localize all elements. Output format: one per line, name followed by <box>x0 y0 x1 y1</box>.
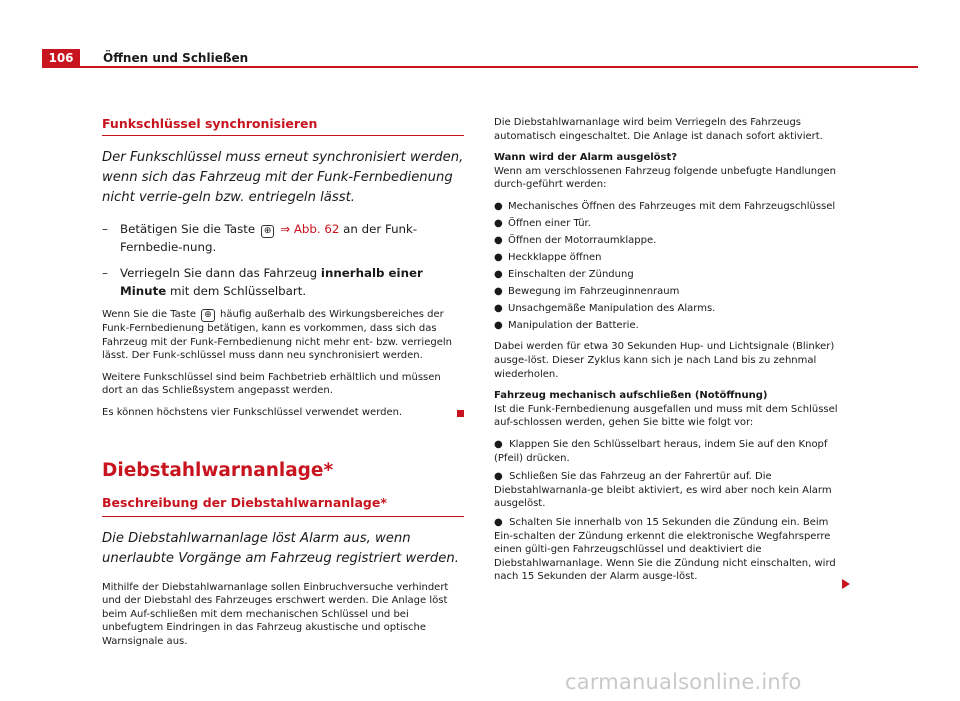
dash-marker: – <box>102 222 108 236</box>
alarm-trigger-heading: Wann wird der Alarm ausgelöst? <box>494 152 678 164</box>
mechanical-open-heading: Fahrzeug mechanisch aufschließen (Notöffnung) <box>494 390 768 402</box>
bullet-icon: ● <box>494 439 503 451</box>
section-intro-alarm: Die Diebstahlwarnanlage löst Alarm aus, wenn unerlaubte Vorgänge am Fahrzeug registriert werden. <box>102 530 459 566</box>
p1-pre: Wenn Sie die Taste <box>102 309 197 320</box>
continue-arrow-icon <box>842 579 850 589</box>
alarm-auto-paragraph: Die Diebstahlwarnanlage wird beim Verriegeln des Fahrzeugs automatisch eingeschaltet. Die Anlage ist danach sofort aktiviert. <box>494 117 823 142</box>
step-text-2 <box>120 264 464 300</box>
step-item-1 <box>102 220 464 256</box>
bullet-icon: ● <box>494 234 503 246</box>
right-column <box>494 116 850 589</box>
section-end-marker <box>457 410 464 417</box>
list-item <box>494 251 850 265</box>
bullet-icon: ● <box>494 268 503 280</box>
bullet-icon: ● <box>494 516 503 528</box>
list-item-text: Manipulation der Batterie. <box>508 319 639 331</box>
figure-link[interactable]: ⇒ Abb. 62 <box>280 222 340 236</box>
section-heading-alarm: Beschreibung der Diebstahlwarnanlage* <box>102 495 464 517</box>
step1-post: an der Funk-Fernbedie-nung. <box>120 222 418 254</box>
step-paragraph-3 <box>494 516 850 584</box>
header-rule <box>80 66 918 68</box>
alarm-trigger-text: Wenn am verschlossenen Fahrzeug folgende unbefugte Handlungen durch-geführt werden: <box>494 165 836 191</box>
bullet-icon: ● <box>494 217 503 229</box>
section-intro-sync: Der Funkschlüssel muss erneut synchronisiert werden, wenn sich das Fahrzeug mit der Funk-Fernbedienung nicht verrie-geln bzw. entriegeln lässt. <box>102 150 464 205</box>
sync-paragraph-2: Weitere Funkschlüssel sind beim Fachbetrieb erhältlich und müssen dort an das Schließsystem angepasst werden. <box>102 371 441 397</box>
step-paragraph-1 <box>494 438 850 465</box>
step-paragraph-2 <box>494 470 850 511</box>
list-item-text: Bewegung im Fahrzeuginnenraum <box>508 285 680 297</box>
step2-pre: Verriegeln Sie dann das Fahrzeug <box>120 266 318 280</box>
bullet-icon: ● <box>494 200 503 212</box>
p1-post: häufig außerhalb des Wirkungsbereiches der Funk-Fernbedienung betätigen, kann es vorkommen, dass sich das Fahrzeug mit der Funk-Fernbedienung nicht mehr ent- bzw. verriegeln lässt. Der Funk-schlüssel muss dann neu synchronisiert werden. <box>102 309 452 362</box>
list-item <box>494 302 850 316</box>
list-item-text: Mechanisches Öffnen des Fahrzeuges mit dem Fahrzeugschlüssel <box>508 200 836 212</box>
list-item-text: Unsachgemäße Manipulation des Alarms. <box>508 302 716 314</box>
step1-pre: Betätigen Sie die Taste <box>120 222 256 236</box>
list-item-text: Einschalten der Zündung <box>508 268 634 280</box>
left-column <box>102 116 464 657</box>
bullet-icon: ● <box>494 251 503 263</box>
step2-post: mit dem Schlüsselbart. <box>169 284 307 298</box>
sync-paragraph-1 <box>102 308 464 363</box>
sync-paragraph-3 <box>102 406 464 420</box>
list-item-text: Öffnen der Motorraumklappe. <box>508 234 657 246</box>
page-header-title: Öffnen und Schließen <box>103 51 249 65</box>
dash-marker: – <box>102 266 108 280</box>
chapter-heading-alarm: Diebstahlwarnanlage* <box>102 459 334 481</box>
signal-paragraph: Dabei werden für etwa 30 Sekunden Hup- und Lichtsignale (Blinker) ausge-löst. Dieser Zyklus kann sich je nach Land bis zu zehnmal wiederholen. <box>494 341 835 380</box>
trigger-list <box>494 200 850 332</box>
bullet-icon: ● <box>494 471 503 483</box>
list-item <box>494 319 850 333</box>
list-item <box>494 285 850 299</box>
section-heading-sync: Funkschlüssel synchronisieren <box>102 116 464 136</box>
bullet-icon: ● <box>494 319 503 331</box>
list-item-text: Heckklappe öffnen <box>508 251 602 263</box>
bullet-icon: ● <box>494 302 503 314</box>
lock-key-icon: ⊕ <box>201 309 215 322</box>
list-item <box>494 200 850 214</box>
p3-text: Es können höchstens vier Funkschlüssel verwendet werden. <box>102 406 403 418</box>
mechanical-open-text: Ist die Funk-Fernbedienung ausgefallen und muss mit dem Schlüssel auf-schlossen werden, gehen Sie bitte wie folgt vor: <box>494 403 838 429</box>
step-paragraph-text: Schließen Sie das Fahrzeug an der Fahrertür auf. Die Diebstahlwarnanla-ge bleibt aktiviert, es wird aber noch kein Alarm ausgelöst. <box>494 471 832 510</box>
list-item-text: Öffnen einer Tür. <box>508 217 591 229</box>
step2-bold: innerhalb einer Minute <box>120 266 423 298</box>
bullet-icon: ● <box>494 285 503 297</box>
step-text-1 <box>120 220 464 256</box>
step-paragraph-text: Schalten Sie innerhalb von 15 Sekunden die Zündung ein. Beim Ein-schalten der Zündung erkennt die elektronische Wegfahrsperre einen gülti-gen Fahrzeugschlüssel und deaktiviert die Diebstahlwarnanlage. Wenn Sie die Zündung nicht einschalten, wird nach 15 Sekunden der Alarm ausge-löst. <box>494 516 836 583</box>
alarm-paragraph-1: Mithilfe der Diebstahlwarnanlage sollen Einbruchversuche verhindert und der Diebstahl des Fahrzeuges erschwert werden. Die Anlage löst beim Auf-schließen mit dem mechanischen Schlüssel und bei unbefugtem Eindringen in das Fahrzeug akustische und optische Warnsignale aus. <box>102 581 449 647</box>
page-number: 106 <box>48 51 74 65</box>
list-item <box>494 234 850 248</box>
watermark: carmanualsonline.info <box>565 670 802 694</box>
step-item-2 <box>102 264 464 300</box>
list-item <box>494 217 850 231</box>
lock-key-icon: ⊕ <box>261 225 275 238</box>
list-item <box>494 268 850 282</box>
step-paragraph-text: Klappen Sie den Schlüsselbart heraus, indem Sie auf den Knopf (Pfeil) drücken. <box>494 439 828 464</box>
